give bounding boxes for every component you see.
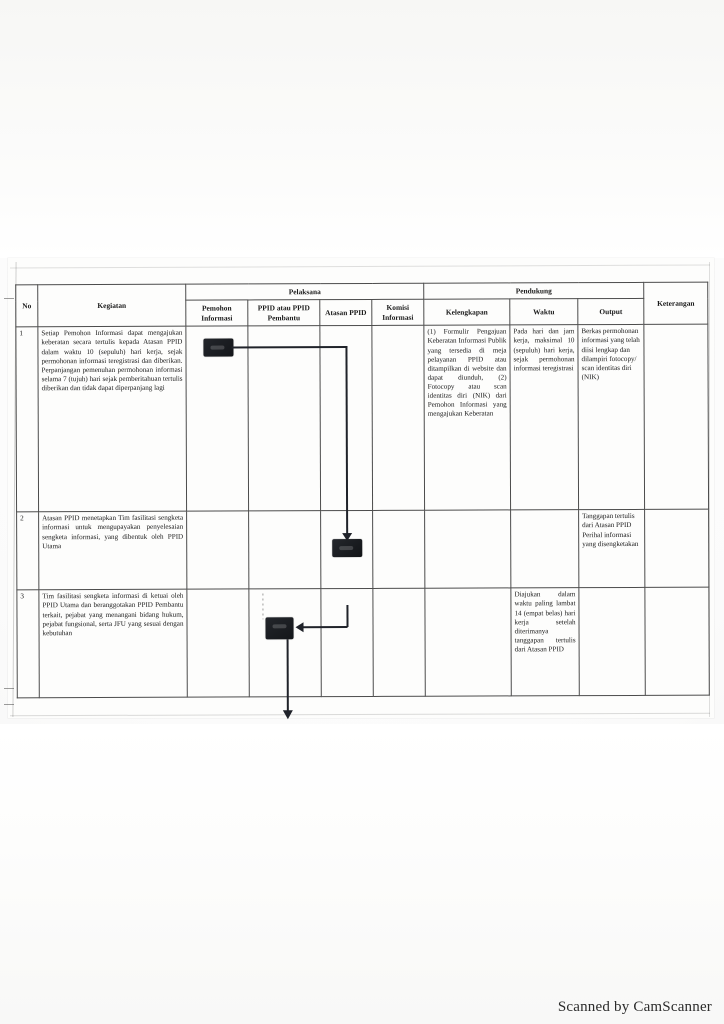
cell-komisi-informasi (373, 589, 425, 697)
margin-tick (4, 298, 14, 299)
cell-waktu (511, 510, 579, 588)
cell-keterangan (645, 510, 709, 588)
cell-atasan-ppid (321, 511, 373, 589)
header-kegiatan: Kegiatan (38, 284, 186, 327)
camscanner-watermark: Scanned by CamScanner (557, 999, 712, 1015)
cell-no: 1 (16, 327, 39, 512)
procedure-table (15, 282, 710, 699)
cell-komisi-informasi (373, 511, 425, 589)
header-atasan-ppid: Atasan PPID (320, 300, 372, 326)
header-group-pendukung: Pendukung (424, 282, 644, 299)
cell-komisi-informasi (372, 326, 425, 511)
cell-kegiatan: Atasan PPID menetapkan Tim fasilitasi sengketa informasi untuk mengupayakan penyelesaian sengketa informasi, yang dibentuk oleh PPID Utama (39, 512, 187, 591)
cell-pemohon-informasi (186, 326, 249, 511)
cell-waktu: Pada hari dan jam kerja, maksimal 10 (sepuluh) hari kerja, sejak permohonan informasi teregistrasi (510, 325, 579, 510)
margin-tick (4, 688, 14, 689)
procedure-table-container (15, 282, 709, 699)
header-komisi-informasi: Komisi Informasi (372, 300, 424, 326)
cell-atasan-ppid (320, 326, 373, 511)
table-row (17, 588, 709, 699)
header-pemohon-informasi: Pemohon Informasi (186, 300, 248, 326)
cell-no: 2 (17, 512, 39, 590)
header-no: No (16, 285, 38, 327)
cell-waktu: Diajukan dalam waktu paling lambat 14 (empat belas) hari kerja setelah diterimanya tanggapan tertulis dari Atasan PPID (511, 588, 579, 696)
cell-output (579, 588, 645, 696)
header-waktu: Waktu (510, 299, 578, 325)
header-ppid-atau-ppid-pembantu: PPID atau PPID Pembantu (248, 300, 320, 326)
table-row (16, 325, 709, 513)
cell-kelengkapan (425, 588, 511, 696)
header-group-pelaksana: Pelaksana (186, 283, 424, 300)
table-row (17, 510, 709, 591)
cell-pemohon-informasi (187, 511, 249, 589)
header-kelengkapan: Kelengkapan (424, 299, 510, 325)
cell-pemohon-informasi (187, 589, 249, 697)
header-output: Output (578, 299, 644, 325)
cell-atasan-ppid (321, 589, 373, 697)
cell-output: Tanggapan tertulis dari Atasan PPID Perihal informasi yang disengketakan (579, 510, 645, 588)
margin-tick (4, 704, 14, 705)
cell-keterangan (645, 588, 709, 696)
cell-no: 3 (17, 590, 39, 698)
cell-kelengkapan: (1) Formulir Pengajuan Keberatan Informasi Publik yang tersedia di meja pelayanan PPID atau ditampilkan di website dan dapat diunduh, (2) Fotocopy atau scan identitas diri (NIK) dari Pemohon Informasi yang mengajukan Keberatan (424, 325, 511, 510)
scan-shading-bottom (0, 724, 724, 1024)
cell-ppid (249, 589, 321, 697)
cell-kegiatan: Setiap Pemohon Informasi dapat mengajukan keberatan secara tertulis kepada Atasan PPID dalam waktu 10 (sepuluh) hari kerja, sejak permohonan informasi teregistrasi dan diberikan. Perpanjangan pemenuhan permohonan informasi selama 7 (tujuh) hari sejak pemberitahuan tertulis diberikan dan tidak dapat diperpanjang lagi (38, 327, 187, 513)
cell-kelengkapan (425, 510, 511, 588)
cell-ppid (248, 326, 321, 511)
cell-keterangan (644, 325, 709, 510)
header-keterangan: Keterangan (644, 282, 708, 325)
cell-kegiatan: Tim fasilitasi sengketa informasi di ketuai oleh PPID Utama dan beranggotakan PPID Pembantu terkait, pejabat yang menangani bidang hukum, pejabat fungsional, serta JFU yang sesuai dengan kebutuhan (39, 590, 187, 699)
cell-ppid (249, 511, 321, 589)
cell-output: Berkas permohonan informasi yang telah diisi lengkap dan dilampiri fotocopy/ scan identitas diri (NIK) (578, 325, 645, 510)
scan-shading-top (0, 0, 724, 258)
